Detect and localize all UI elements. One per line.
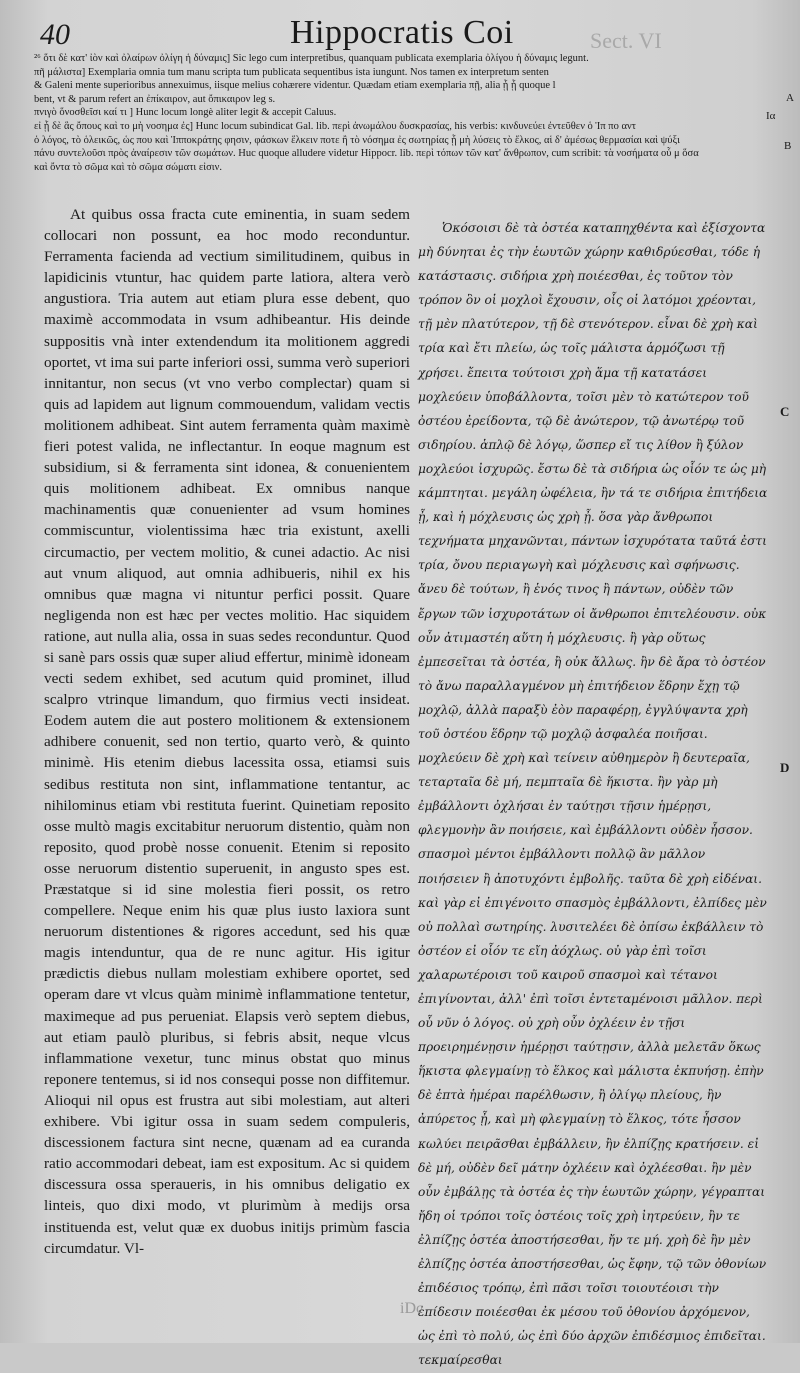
note-line: πῆ μάλιστα] Exemplaria omnia tum manu scripta tum publicata sequentibus ista iungunt. Nos tamen ex interpretum senten [34,66,549,78]
latin-column [44,204,410,1259]
side-mark: Ια [766,110,776,122]
signature-mark: iDc [400,1300,424,1317]
latin-paragraph: At quibus ossa fracta cute eminentia, in suam sedem collocari non possunt, ea hoc modo reconduntur. Ferramenta facienda ad vectium similitudinem, quibus in lapidicinis vtuntur, hac quidem parte latiora, altera verò angustiora. Tria autem aut etiam plura esse debent, quo maximè accommodata in vsum adhibeantur. His deinde suppositis vnà inter extendendum ita molitionem aggredi oportet, vt ima sui parte inferiori ossi, summa verò superiori innitantur, non secus (vt vno verbo complectar) quam si quis ad lapidem aut lignum commouendum, validam vectis molitionem adhibeat. Sint autem ferramenta quàm maximè fieri potest valida, ne inflectantur. In eoque magnum est subsidium, si & ferramenta sint idonea, & conuenientem quis molitionem adhibeat. Ex omnibus nanque machinamentis quæ conuenienter ad vsum homines commiscuntur, violentissima hæc tria existunt, axelli circumactio, per vectem molitio, & cunei adactio. Ac nisi aut vnum aliquod, aut omnia adhibueris, nihil ex his omnibus quæ magna vi nituntur perfici possit. Quare negligenda non est hæc per vectes molitio. Hac siquidem ratione, aut nulla alia, ossa in suas sedes reconduntur. Quod si sanè pars ossis quæ super aliud effertur, minimè idoneam vecti sedem exhibet, sed acutum quid prominet, illud scalpro vtrinque limandum, quo firmius vecti insideat. Eodem autem die aut postero molitionem & extensionem adhibere conuenit, sed non tertio, quarto verò, & quinto minimè. His etenim diebus lacessita ossa, etiamsi suis sedibus restituta non sint, inflammatione tentantur, ac nihilominus etiam vbi restituta fuerint. Quinetiam reposito osse multò magis excitabitur neruorum distentio, quàm non reposito, quod probè nosse conuenit. Etenim si reposito osse neruorum distentio superuenit, in angusto spes est. Præstatque si id sine molestia fieri possit, os retro compellere. Neque enim his quæ plus iusto laxiora sunt neruorum distentiones & rigores accedunt, sed his quæ magis intenduntur, qua de re nunc agitur. His igitur prædictis diebus nullam molestiam exhibere oportet, sed operam dare vt vlcus quàm minimè inflammatione tentetur, maximeque ad pus perueniat. Elapsis verò septem diebus, aut etiam paulò pluribus, si febris absit, neque vlcus inflammatione vexetur, tunc minus obstat quo minus reponere tentemus, si id nos consequi posse non diffitemur. Alioqui nil opus est frustra aut sibi molestiam, aut alteri exhibere. Vbi igitur ossa in suam sedem compuleris, discessionem factura sint necne, quænam ad ea curanda ratio accommodari debeat, iam est expositum. Ac si quidem discessura ossa speraueris, in his omnibus deligatio ex linteis, quo dixi modo, vt plurimùm à medijs orsa instituenda est, velut quæ ex duobus initijs primùm fascia circumdatur. Vl- [44,206,410,1257]
margin-letter-c: C [780,404,790,419]
note-line: καὶ ὄντα τὸ σῶμα καὶ τὸ σῶμα σώματι εἰσιν. [34,161,222,173]
note-line: εἰ ᾗ δὲ ἃς ὄπους καὶ το μὴ νοσημα ἐς] Hunc locum subindicat Gal. lib. περὶ ἀνωμάλου δυσκρασίας, his verbis: κινδυνεύει ἐντεῦθεν ὁ Ἱπ πο αντ [34,120,636,132]
greek-paragraph: Ὁκόσοισι δὲ τὰ ὀστέα καταπηχθέντα καὶ ἐξίσχοντα μὴ δύνηται ἐς τὴν ἑωυτῶν χώρην καθιδρύεσθαι, τόδε ἡ κατάστασις. σιδήρια χρὴ ποιέεσθαι, ἐς τοῦτον τὸν τρόπον ὃν οἱ μοχλοὶ ἔχουσιν, οἷς οἱ λατόμοι χρέονται, τῇ μὲν πλατύτερον, τῇ δὲ στενότερον. εἶναι δὲ χρὴ καὶ τρία καὶ ἔτι πλείω, ὡς τοῖς μάλιστα ἁρμόζωσι τῇ χρήσει. ἔπειτα τούτοισι χρὴ ἅμα τῇ κατατάσει μοχλεύειν ὑποβάλλοντα, τοῖσι μὲν τὸ κατώτερον τοῦ ὀστέου ἐρείδοντα, τῷ δὲ ἀνώτερον, τῷ ἀνωτέρῳ τοῦ σιδηρίου. ἁπλῷ δὲ λόγῳ, ὥσπερ εἴ τις λίθον ἢ ξύλον μοχλεύοι ἰσχυρῶς. ἔστω δὲ τὰ σιδήρια ὡς οἷόν τε ὡς μὴ κάμπτηται. μεγάλη ὠφέλεια, ἢν τά τε σιδήρια ἐπιτήδεια ᾖ, καὶ ἡ μόχλευσις ὡς χρὴ ᾖ. ὅσα γὰρ ἄνθρωποι τεχνήματα μηχανῶνται, πάντων ἰσχυρότατα ταῦτά ἐστι τρία, ὄνου περιαγωγὴ καὶ μόχλευσις καὶ σφήνωσις. ἄνευ δὲ τούτων, ἢ ἑνός τινος ἢ πάντων, οὐδὲν τῶν ἔργων τῶν ἰσχυροτάτων οἱ ἄνθρωποι ἐπιτελέουσιν. οὐκ οὖν ἀτιμαστέη αὕτη ἡ μόχλευσις. ἢ γὰρ οὕτως ἐμπεσεῖται τὰ ὀστέα, ἢ οὐκ ἄλλως. ἢν δὲ ἄρα τὸ ὀστέον τὸ ἄνω παραλλαγμένον μὴ ἐπιτήδειον ἕδρην ἔχῃ τῷ μοχλῷ, ἀλλὰ παραξὺ ἐὸν παραφέρῃ, ἐγγλύψαντα χρὴ τοῦ ὀστέου ἕδρην τῷ μοχλῷ ἀσφαλέα ποιῆσαι. μοχλεύειν δὲ χρὴ καὶ τείνειν αὐθημερὸν ἢ δευτεραῖα, τεταρταῖα δὲ μή, πεμπταῖα δὲ ἥκιστα. ἢν γὰρ μὴ ἐμβάλλοντι ὀχλήσαι ἐν ταύτῃσι τῇσιν ἡμέρῃσι, φλεγμονὴν ἂν ποιήσειε, καὶ ἐμβάλλοντι οὐδὲν ἧσσον. σπασμοὶ μέντοι ἐμβάλλοντι πολλῷ ἂν μᾶλλον ποιήσειεν ἢ ἀποτυχόντι ἐμβολῆς. ταῦτα δὲ χρὴ εἰδέναι. καὶ γὰρ εἰ ἐπιγένοιτο σπασμὸς ἐμβάλλοντι, ἐλπίδες μὲν οὐ πολλαὶ σωτηρίης. λυσιτελέει δὲ ὀπίσω ἐκβάλλειν τὸ ὀστέον εἰ οἷόν τε εἴη ἀόχλως. οὐ γὰρ ἐπὶ τοῖσι χαλαρωτέροισι τοῦ καιροῦ σπασμοὶ καὶ τέτανοι ἐπιγίνονται, ἀλλ' ἐπὶ τοῖσι ἐντεταμένοισι μᾶλλον. περὶ οὗ νῦν ὁ λόγος. οὐ χρὴ οὖν ὀχλέειν ἐν τῇσι προειρημένῃσιν ἡμέρῃσι ταύτῃσιν, ἀλλὰ μελετᾶν ὅκως ἥκιστα φλεγμαίνῃ τὸ ἕλκος καὶ μάλιστα ἐκπυήσῃ. ἐπὴν δὲ ἑπτὰ ἡμέραι παρέλθωσιν, ἢ ὀλίγῳ πλείους, ἢν ἀπύρετος ᾖ, καὶ μὴ φλεγμαίνῃ τὸ ἕλκος, τότε ἧσσον κωλύει πειρᾶσθαι ἐμβάλλειν, ἢν ἐλπίζῃς κρατήσειν. εἰ δὲ μή, οὐδὲν δεῖ μάτην ὀχλέειν καὶ ὀχλέεσθαι. ἢν μὲν οὖν ἐμβάλῃς τὰ ὀστέα ἐς τὴν ἑωυτῶν χώρην, γέγραπται ἤδη οἱ τρόποι τοῖς ὀστέοις τοῖς χρὴ ἰητρεύειν, ἢν τε ἐλπίζῃς ὀστέα ἀποστήσεσθαι, ἤν τε μή. χρὴ δὲ ἢν μὲν ἐλπίζῃς ὀστέα ἀποστήσεσθαι, ὡς ἔφην, τῷ τῶν ὀθονίων ἐπιδέσιος τρόπῳ, ἐπὶ πᾶσι τοῖσι τοιουτέοισι τὴν ἐπίδεσιν ποιέεσθαι ἐκ μέσου τοῦ ὀθονίου ἀρχόμενον, ὡς ἐπὶ τὸ πολύ, ὡς ἐπὶ δύο ἀρχῶν ἐπιδέσμιος ἐπιδεῖται. τεκμαίρεσθαι [418,221,768,1368]
running-title: Hippocratis Coi [290,14,514,51]
page-number: 40 [40,18,70,51]
note-line: ²⁶ ὅτι δὲ κατ' ἰὸν καὶ ὀλαίρων ὀλίγη ἡ δύναμις] Sic lego cum interpretibus, quanquam publicata exemplaria ὀλίγου ἡ δύναμις legunt. [34,53,589,64]
page-header [0,14,800,54]
bleed-through-text: Sect. VI [590,28,662,53]
note-line: bent, vt & parum refert an ἐπίκαιρον, aut ὄπικαιρον leg s. [34,93,276,105]
margin-letter-d: D [780,760,790,775]
annotation-notes [34,52,784,174]
side-mark: Β [784,140,792,152]
note-line: ὁ λόγος, τὸ ὁλεικῶς, ὡς που καὶ Ἱπποκράτης φησιν, φάσκων ἕλκειν ποτε ἢ τὸ νόσημα ἐς σωτηρίας ᾗ μὴ λύσεις τὸ ἕλκος, αἱ δ' ἀμέσως θερμασίαι καὶ ψύξι [34,134,680,146]
note-line: πνιγὸ ὅνοσθεῖσι καί τι ] Hunc locum longè aliter legit & accepit Caluus. [34,107,337,119]
note-line: πάνυ συντελοῦσι πρὸς ἀναίρεσιν τῶν σωμάτων. Huc quoque alludere videtur Hippocr. lib. περὶ τόπων τῶν κατ' ἄνθρωπον, cum scribit: τὰ νοσήματα οὗ μ ὅσα [34,148,699,160]
greek-column [418,216,770,1373]
note-line: & Galeni mente superioribus annexuimus, iisque melius cohærere videntur. Quædam etiam exemplaria πῇ, alia ᾗ ᾗ quoque l [34,80,556,92]
side-mark: A [786,92,794,104]
